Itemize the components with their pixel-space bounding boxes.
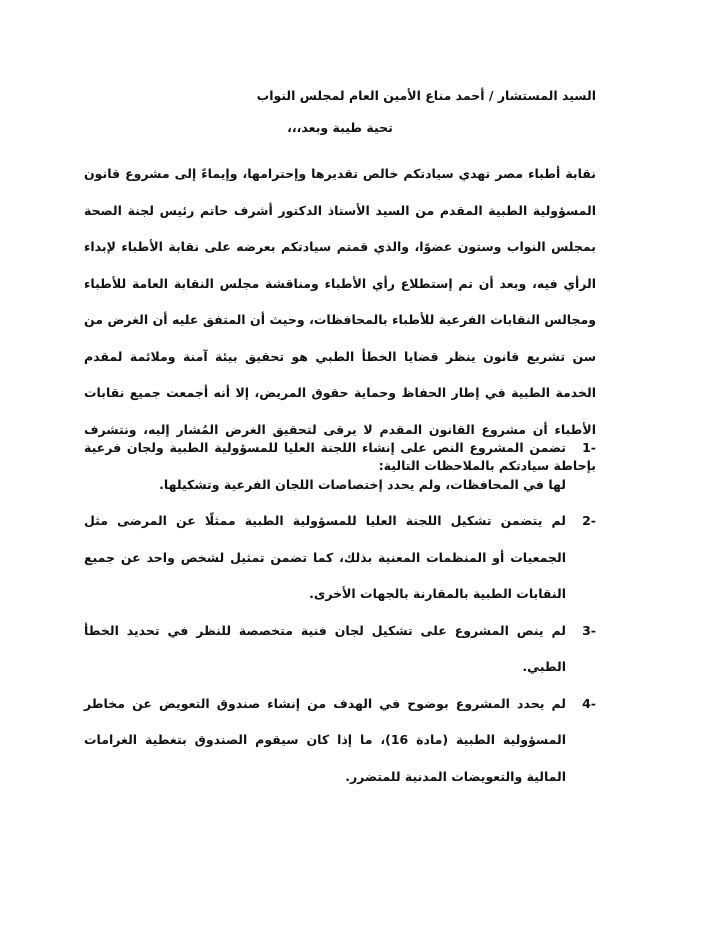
note-number: 3-	[582, 622, 596, 638]
note-number: 1-	[582, 440, 596, 455]
greeting-line: تحية طيبة وبعد،،،	[287, 120, 393, 135]
note-item	[84, 430, 596, 503]
note-item	[84, 503, 596, 613]
intro-paragraph: نقابة أطباء مصر تهدي سيادتكم خالص تقديرها وإحترامها، وإيماءً إلى مشروع قانون المسؤولية الطبية المقدم من السيد الأستاذ الدكتور أشرف حاتم رئيس لجنة الصحة بمجلس النواب وستون عضوًا، والذي قمتم سيادتكم بعرضه على نقابة الأطباء لإبداء الرأي فيه، وبعد أن تم إستطلاع رأي الأطباء ومناقشة مجلس النقابة العامة للأطباء ومجالس النقابات الفرعية للأطباء بالمحافظات، وحيث أن المتفق عليه أن الغرض من سن تشريع قانون ينظر قضايا الخطأ الطبي هو تحقيق بيئة آمنة وملائمة لمقدم الخدمة الطبية في إطار الحفاظ وحماية حقوق المريض، إلا أنه أجمعت جميع نقابات الأطباء أن مشروع القانون المقدم لا يرقى لتحقيق الغرض المُشار إليه، ونتشرف بإحاطة سيادتكم بالملاحظات التالية:	[84, 166, 596, 473]
note-text: لم يتضمن تشكيل اللجنة العليا للمسؤولية الطبية ممثلًا عن المرضى مثل الجمعيات أو المنظمات المعنية بذلك، كما تضمن تمثيل لشخص واحد عن جميع النقابات الطبية بالمقارنة بالجهات الأخرى.	[84, 513, 566, 601]
note-item	[84, 686, 596, 796]
note-number: 2-	[582, 513, 596, 528]
note-number: 4-	[582, 695, 596, 711]
note-text: لم يحدد المشروع بوضوح في الهدف من إنشاء صندوق التعويض عن مخاطر المسؤولية الطبية (مادة 16)، ما إذا كان سيقوم الصندوق بتغطية الغرامات المالية والتعويضات المدنية للمتضرر.	[84, 695, 566, 784]
note-text: لم ينص المشروع على تشكيل لجان فنية متخصصة للنظر في تحديد الخطأ الطبي.	[84, 622, 566, 674]
notes-list	[84, 430, 596, 795]
note-item	[84, 613, 596, 686]
addressee-line: السيد المستشار / أحمد مناع الأمين العام لمجلس النواب	[256, 88, 596, 103]
note-text: تضمن المشروع النص على إنشاء اللجنة العليا للمسؤولية الطبية ولجان فرعية لها في المحافظات، ولم يحدد إختصاصات اللجان الفرعية وتشكيلها.	[84, 440, 566, 492]
